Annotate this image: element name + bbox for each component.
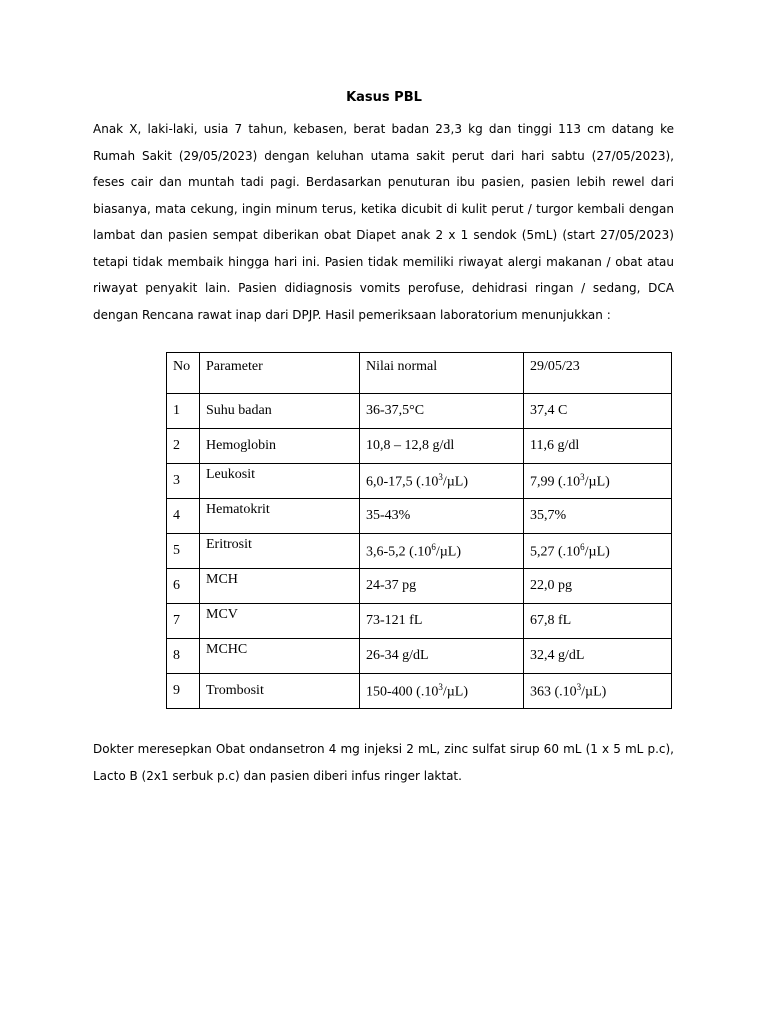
- result-text: 363 (.10: [530, 684, 577, 700]
- result-exponent: 3: [580, 471, 585, 482]
- row-normal-value: 36-37,5°C: [360, 394, 524, 429]
- row-normal-value: 26-34 g/dL: [360, 639, 524, 674]
- header-parameter: Parameter: [200, 353, 360, 394]
- normal-value-text: 6,0-17,5 (.10: [366, 474, 439, 490]
- row-normal-value: 35-43%: [360, 499, 524, 534]
- row-normal-value: [360, 464, 524, 499]
- table-header-row: [167, 353, 672, 394]
- row-normal-value: [360, 534, 524, 569]
- row-parameter-cell: [200, 604, 360, 639]
- row-no: 3: [167, 464, 200, 499]
- normal-value-exponent: 3: [438, 471, 443, 482]
- row-no: 1: [167, 394, 200, 429]
- row-normal-value: 10,8 – 12,8 g/dl: [360, 429, 524, 464]
- table-row: [167, 429, 672, 464]
- table-row: [167, 639, 672, 674]
- row-no: 4: [167, 499, 200, 534]
- row-result: [524, 464, 672, 499]
- table-row: [167, 534, 672, 569]
- prescription-paragraph: Dokter meresepkan Obat ondansetron 4 mg injeksi 2 mL, zinc sulfat sirup 60 mL (1 x 5 mL p.c), Lacto B (2x1 serbuk p.c) dan pasien diberi infus ringer laktat.: [93, 742, 674, 783]
- result-unit: /µL): [584, 474, 610, 490]
- result-text: 7,99 (.10: [530, 474, 581, 490]
- row-parameter: MCH: [206, 572, 238, 587]
- header-date: 29/05/23: [524, 353, 672, 394]
- table-row: [167, 674, 672, 709]
- row-parameter: Eritrosit: [206, 537, 252, 552]
- row-result: 35,7%: [524, 499, 672, 534]
- row-result: 32,4 g/dL: [524, 639, 672, 674]
- result-text: 5,27 (.10: [530, 544, 581, 560]
- table-row: [167, 394, 672, 429]
- row-parameter: Trombosit: [200, 674, 360, 709]
- row-parameter-cell: [200, 534, 360, 569]
- row-no: 2: [167, 429, 200, 464]
- normal-value-text: 3,6-5,2 (.10: [366, 544, 432, 560]
- row-no: 8: [167, 639, 200, 674]
- header-normal-value: Nilai normal: [360, 353, 524, 394]
- row-normal-value: [360, 674, 524, 709]
- row-no: 7: [167, 604, 200, 639]
- row-result: 11,6 g/dl: [524, 429, 672, 464]
- result-unit: /µL): [584, 544, 610, 560]
- row-no: 6: [167, 569, 200, 604]
- document-title: Kasus PBL: [346, 90, 422, 105]
- table-row: [167, 499, 672, 534]
- row-parameter-cell: [200, 499, 360, 534]
- row-parameter: Hematokrit: [206, 502, 270, 517]
- normal-value-exponent: 3: [438, 681, 443, 692]
- table-row: [167, 464, 672, 499]
- row-parameter: MCHC: [206, 642, 248, 657]
- result-unit: /µL): [581, 684, 607, 700]
- row-result: [524, 534, 672, 569]
- case-description-paragraph: Anak X, laki-laki, usia 7 tahun, kebasen, berat badan 23,3 kg dan tinggi 113 cm datang ke Rumah Sakit (29/05/2023) dengan keluhan utama sakit perut dari hari sabtu (27/05/2023), feses cair dan muntah tadi pagi. Berdasarkan penuturan ibu pasien, pasien lebih rewel dari biasanya, mata cekung, ingin minum terus, ketika dicubit di kulit perut / turgor kembali dengan lambat dan pasien sempat diberikan obat Diapet anak 2 x 1 sendok (5mL) (start 27/05/2023) tetapi tidak membaik hingga hari ini. Pasien tidak memiliki riwayat alergi makanan / obat atau riwayat penyakit lain. Pasien didiagnosis vomits perofuse, dehidrasi ringan / sedang, DCA dengan Rencana rawat inap dari DPJP. Hasil pemeriksaan laboratorium menunjukkan :: [93, 122, 674, 322]
- row-parameter: MCV: [206, 607, 238, 622]
- row-result: 37,4 C: [524, 394, 672, 429]
- row-no: 9: [167, 674, 200, 709]
- row-parameter-cell: [200, 464, 360, 499]
- row-no: 5: [167, 534, 200, 569]
- normal-value-unit: /µL): [435, 544, 461, 560]
- table-row: [167, 604, 672, 639]
- row-result: [524, 674, 672, 709]
- row-normal-value: 73-121 fL: [360, 604, 524, 639]
- row-parameter-cell: [200, 639, 360, 674]
- header-no: No: [167, 353, 200, 394]
- table-row: [167, 569, 672, 604]
- normal-value-exponent: 6: [431, 541, 436, 552]
- normal-value-text: 150-400 (.10: [366, 684, 439, 700]
- row-parameter: Leukosit: [206, 467, 255, 482]
- row-parameter-cell: [200, 569, 360, 604]
- normal-value-unit: /µL): [442, 684, 468, 700]
- result-exponent: 3: [576, 681, 582, 692]
- normal-value-unit: /µL): [442, 474, 468, 490]
- result-exponent: 6: [580, 541, 585, 552]
- row-result: 22,0 pg: [524, 569, 672, 604]
- lab-results-table: [166, 352, 672, 709]
- row-parameter: Suhu badan: [200, 394, 360, 429]
- row-normal-value: 24-37 pg: [360, 569, 524, 604]
- row-result: 67,8 fL: [524, 604, 672, 639]
- row-parameter: Hemoglobin: [200, 429, 360, 464]
